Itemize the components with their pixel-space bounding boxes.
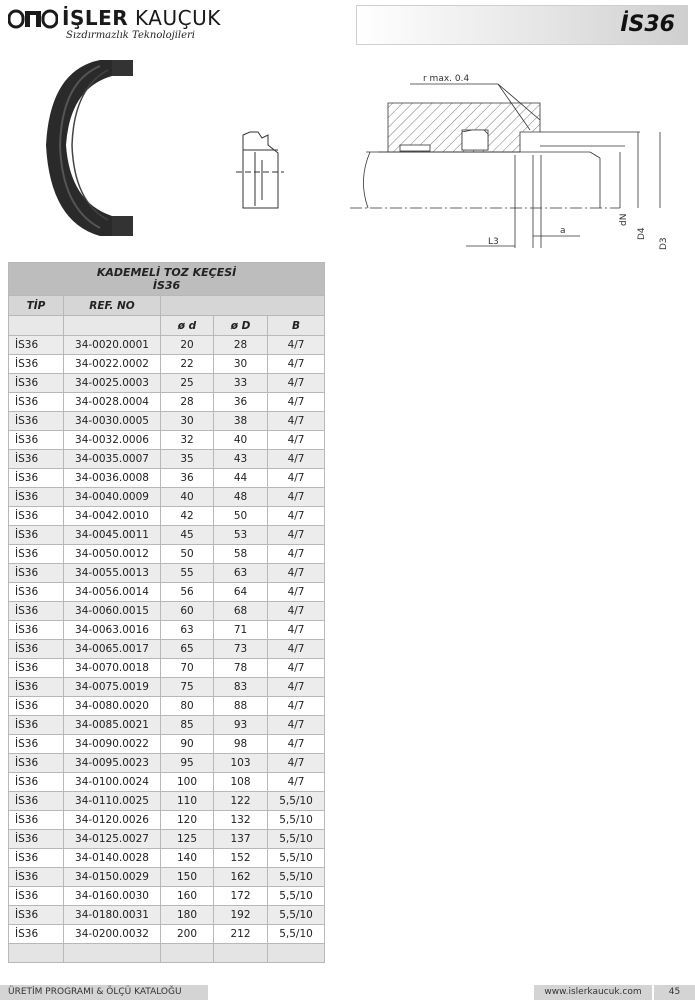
table-row [9,868,325,887]
cell-d: 50 [161,545,214,564]
table-row [9,621,325,640]
cell-D: 36 [214,393,268,412]
table-row [9,488,325,507]
cell-D: 53 [214,526,268,545]
cell-D: 33 [214,374,268,393]
table-row [9,925,325,944]
cell-B: 4/7 [268,507,325,526]
dim-d3-label: D3 [659,237,669,250]
table-row [9,412,325,431]
cell-B: 4/7 [268,355,325,374]
cell-tip: İS36 [9,925,64,944]
brand-tagline: Sızdırmazlık Teknolojileri [66,30,195,41]
cell-d: 42 [161,507,214,526]
cell-d: 75 [161,678,214,697]
cell-d: 100 [161,773,214,792]
cell-ref: 34-0140.0028 [64,849,161,868]
cell-d: 120 [161,811,214,830]
cell-d: 125 [161,830,214,849]
cell-tip: İS36 [9,792,64,811]
table-row [9,507,325,526]
cell-tip: İS36 [9,355,64,374]
cell-D: 83 [214,678,268,697]
cell-d: 160 [161,887,214,906]
cell-tip: İS36 [9,431,64,450]
cell-d: 200 [161,925,214,944]
seal-profile-section [236,132,284,208]
cell-B: 5,5/10 [268,887,325,906]
cell-d: 45 [161,526,214,545]
cell-D: 73 [214,640,268,659]
cell-tip: İS36 [9,621,64,640]
cell-d: 180 [161,906,214,925]
cell-B: 4/7 [268,336,325,355]
table-row [9,811,325,830]
cell-tip: İS36 [9,906,64,925]
cell-B: 4/7 [268,621,325,640]
cell-B: 4/7 [268,431,325,450]
table-row [9,887,325,906]
cell-d: 32 [161,431,214,450]
table-row [9,659,325,678]
cell-D: 172 [214,887,268,906]
table-row [9,545,325,564]
table-row [9,526,325,545]
table-row [9,849,325,868]
cell-B: 4/7 [268,564,325,583]
table-row [9,754,325,773]
cell-d: 55 [161,564,214,583]
cell-D: 64 [214,583,268,602]
cell-B: 4/7 [268,450,325,469]
cell-D: 137 [214,830,268,849]
cell-ref: 34-0125.0027 [64,830,161,849]
table-row [9,393,325,412]
cell-tip: İS36 [9,716,64,735]
cell-D: 58 [214,545,268,564]
table-row [9,906,325,925]
footer-website: www.islerkaucuk.com [534,985,652,1000]
product-code-banner [356,5,688,45]
cell-tip: İS36 [9,507,64,526]
cell-D: 132 [214,811,268,830]
cell-d: 35 [161,450,214,469]
cell-d: 20 [161,336,214,355]
cell-B: 4/7 [268,393,325,412]
blank-cell [9,944,64,963]
cell-B: 4/7 [268,640,325,659]
table-row [9,431,325,450]
cell-D: 212 [214,925,268,944]
table-row [9,830,325,849]
cell-ref: 34-0050.0012 [64,545,161,564]
cell-D: 38 [214,412,268,431]
cell-tip: İS36 [9,583,64,602]
table-row [9,564,325,583]
table-row [9,716,325,735]
blank-cell [268,944,325,963]
cell-ref: 34-0032.0006 [64,431,161,450]
cell-ref: 34-0080.0020 [64,697,161,716]
col-header-tip: TİP [9,296,64,316]
technical-drawings [0,50,695,260]
cell-D: 68 [214,602,268,621]
cell-D: 78 [214,659,268,678]
cell-tip: İS36 [9,678,64,697]
cell-tip: İS36 [9,374,64,393]
cell-d: 90 [161,735,214,754]
table-row [9,640,325,659]
cell-B: 5,5/10 [268,906,325,925]
cell-tip: İS36 [9,602,64,621]
dim-a-label: a [560,226,566,236]
seal-3d-illustration [46,60,133,236]
cell-d: 150 [161,868,214,887]
cell-ref: 34-0150.0029 [64,868,161,887]
cell-tip: İS36 [9,336,64,355]
cell-tip: İS36 [9,697,64,716]
cell-d: 40 [161,488,214,507]
table-row [9,355,325,374]
cell-d: 25 [161,374,214,393]
cell-d: 60 [161,602,214,621]
cell-B: 4/7 [268,773,325,792]
dim-d4-label: D4 [637,227,647,240]
cell-d: 110 [161,792,214,811]
cell-B: 4/7 [268,754,325,773]
cell-B: 5,5/10 [268,792,325,811]
cell-tip: İS36 [9,811,64,830]
table-row [9,450,325,469]
cell-ref: 34-0056.0014 [64,583,161,602]
cell-tip: İS36 [9,773,64,792]
cell-D: 40 [214,431,268,450]
table-row [9,602,325,621]
table-row [9,678,325,697]
col-header-B: B [268,316,325,336]
col-header-dimensions [161,296,325,316]
cell-d: 22 [161,355,214,374]
cell-ref: 34-0120.0026 [64,811,161,830]
cell-B: 5,5/10 [268,868,325,887]
cell-tip: İS36 [9,640,64,659]
cell-ref: 34-0028.0004 [64,393,161,412]
cell-D: 122 [214,792,268,811]
cell-D: 28 [214,336,268,355]
cell-ref: 34-0110.0025 [64,792,161,811]
installation-drawing [350,84,660,248]
cell-ref: 34-0040.0009 [64,488,161,507]
logo-mark-icon [8,8,58,30]
table-row [9,773,325,792]
cell-ref: 34-0200.0032 [64,925,161,944]
cell-tip: İS36 [9,754,64,773]
table-row [9,336,325,355]
dim-l3-label: L3 [488,237,499,247]
cell-B: 4/7 [268,602,325,621]
table-row [9,697,325,716]
cell-ref: 34-0075.0019 [64,678,161,697]
cell-D: 108 [214,773,268,792]
dim-dn-label: dN [619,213,629,226]
cell-tip: İS36 [9,849,64,868]
col-header-empty [64,316,161,336]
cell-d: 56 [161,583,214,602]
cell-ref: 34-0160.0030 [64,887,161,906]
cell-D: 192 [214,906,268,925]
cell-ref: 34-0063.0016 [64,621,161,640]
cell-B: 5,5/10 [268,925,325,944]
table-row [9,469,325,488]
cell-d: 95 [161,754,214,773]
table-row [9,583,325,602]
cell-D: 30 [214,355,268,374]
cell-ref: 34-0085.0021 [64,716,161,735]
cell-ref: 34-0065.0017 [64,640,161,659]
cell-tip: İS36 [9,545,64,564]
cell-ref: 34-0042.0010 [64,507,161,526]
product-code: İS36 [620,12,675,37]
cell-tip: İS36 [9,526,64,545]
cell-d: 65 [161,640,214,659]
page-number: 45 [654,985,695,1000]
cell-d: 70 [161,659,214,678]
cell-tip: İS36 [9,450,64,469]
table-row [9,792,325,811]
cell-d: 63 [161,621,214,640]
cell-ref: 34-0036.0008 [64,469,161,488]
cell-d: 28 [161,393,214,412]
cell-d: 36 [161,469,214,488]
cell-B: 5,5/10 [268,811,325,830]
cell-d: 140 [161,849,214,868]
brand-name: İŞLER KAUÇUK [62,6,221,30]
cell-B: 5,5/10 [268,830,325,849]
table-title: KADEMELİ TOZ KEÇESİ İS36 [9,263,325,296]
cell-D: 63 [214,564,268,583]
cell-D: 71 [214,621,268,640]
col-header-empty [9,316,64,336]
cell-ref: 34-0020.0001 [64,336,161,355]
cell-D: 43 [214,450,268,469]
cell-D: 44 [214,469,268,488]
cell-tip: İS36 [9,887,64,906]
cell-D: 50 [214,507,268,526]
cell-B: 4/7 [268,469,325,488]
cell-D: 48 [214,488,268,507]
cell-D: 162 [214,868,268,887]
table-row [9,374,325,393]
col-header-D: ø D [214,316,268,336]
blank-cell [64,944,161,963]
blank-cell [214,944,268,963]
cell-ref: 34-0030.0005 [64,412,161,431]
cell-d: 30 [161,412,214,431]
cell-ref: 34-0100.0024 [64,773,161,792]
cell-tip: İS36 [9,412,64,431]
cell-tip: İS36 [9,735,64,754]
footer-catalog-title: ÜRETİM PROGRAMI & ÖLÇÜ KATALOĞU [0,985,208,1000]
cell-ref: 34-0025.0003 [64,374,161,393]
cell-ref: 34-0060.0015 [64,602,161,621]
cell-B: 4/7 [268,659,325,678]
cell-tip: İS36 [9,830,64,849]
blank-cell [161,944,214,963]
table-blank-row [9,944,325,963]
cell-tip: İS36 [9,393,64,412]
cell-B: 4/7 [268,412,325,431]
cell-B: 4/7 [268,545,325,564]
cell-B: 4/7 [268,374,325,393]
cell-B: 4/7 [268,583,325,602]
cell-ref: 34-0055.0013 [64,564,161,583]
cell-ref: 34-0070.0018 [64,659,161,678]
table-row [9,735,325,754]
cell-ref: 34-0090.0022 [64,735,161,754]
cell-tip: İS36 [9,659,64,678]
cell-tip: İS36 [9,868,64,887]
cell-B: 4/7 [268,488,325,507]
cell-D: 93 [214,716,268,735]
cell-B: 4/7 [268,697,325,716]
company-logo [8,6,228,42]
cell-B: 4/7 [268,678,325,697]
cell-D: 98 [214,735,268,754]
cell-d: 80 [161,697,214,716]
cell-B: 4/7 [268,716,325,735]
cell-tip: İS36 [9,488,64,507]
cell-ref: 34-0095.0023 [64,754,161,773]
cell-ref: 34-0180.0031 [64,906,161,925]
cell-ref: 34-0022.0002 [64,355,161,374]
cell-B: 4/7 [268,526,325,545]
col-header-d: ø d [161,316,214,336]
cell-ref: 34-0045.0011 [64,526,161,545]
col-header-ref: REF. NO [64,296,161,316]
cell-d: 85 [161,716,214,735]
cell-tip: İS36 [9,564,64,583]
radius-label: r max. 0.4 [423,74,470,84]
cell-D: 88 [214,697,268,716]
cell-B: 4/7 [268,735,325,754]
product-table [8,262,325,963]
cell-D: 103 [214,754,268,773]
cell-tip: İS36 [9,469,64,488]
cell-D: 152 [214,849,268,868]
cell-B: 5,5/10 [268,849,325,868]
cell-ref: 34-0035.0007 [64,450,161,469]
